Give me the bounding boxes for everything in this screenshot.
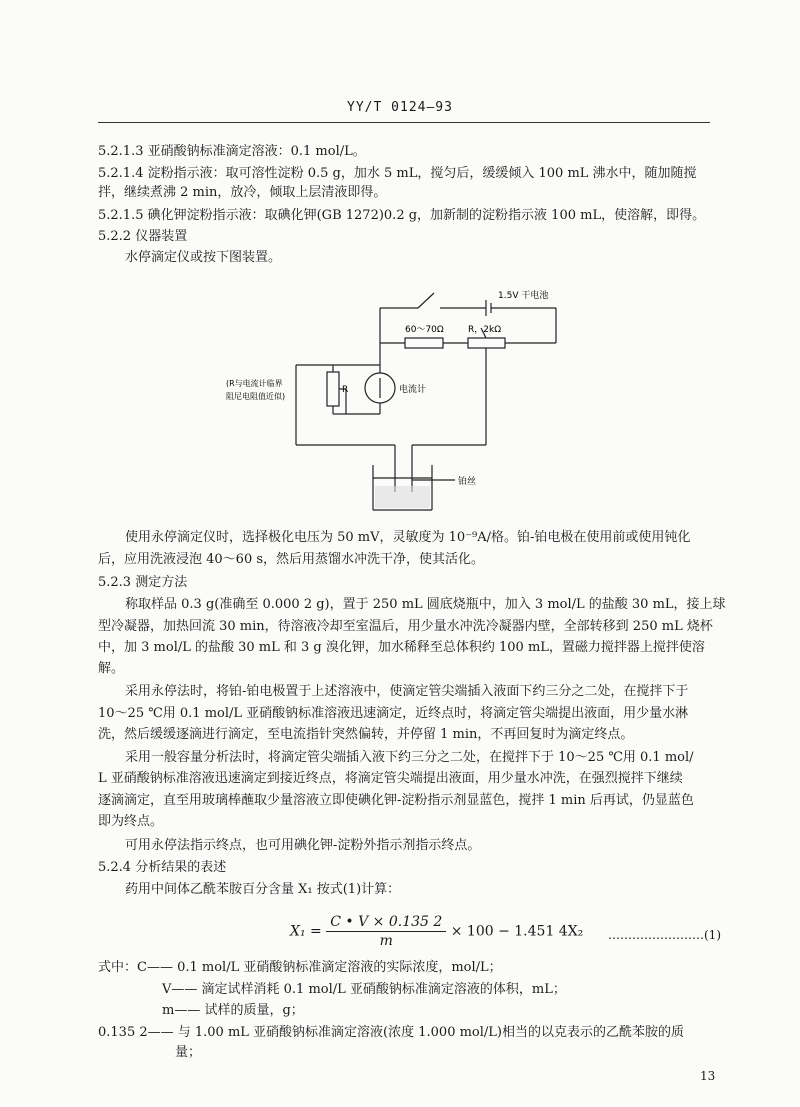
body-line: 药用中间体乙酰苯胺百分含量 X₁ 按式(1)计算： [125,882,401,897]
body-line: 洗，然后缓缓逐滴进行滴定，至电流指针突然偏转，并停留 1 min，不再回复时为滴定终点。 [98,727,634,742]
body-line: 使用永停滴定仪时，选择极化电压为 50 mV，灵敏度为 10⁻⁹A/格。铂-铂电极在使用前或使用钝化 [125,530,691,545]
equation-number: ……………………(1) [608,928,721,942]
where-line: V—— 滴定试样消耗 0.1 mol/L 亚硝酸钠标准滴定溶液的体积，mL； [162,982,566,997]
clause-5-2-1-3: 5.2.1.3 亚硝酸钠标准滴定溶液：0.1 mol/L。 [98,144,366,159]
formula-numerator: C • V × 0.135 2 [326,914,446,932]
note-line-2: 阻尼电阻值近似) [226,392,286,401]
clause-5-2-1-5: 5.2.1.5 碘化钾淀粉指示液：取碘化钾(GB 1272)0.2 g，加新制的淀粉指示液 100 mL，使溶解，即得。 [98,208,706,223]
section-5-2-3-heading: 5.2.3 测定方法 [98,575,188,590]
formula-1 [290,914,583,949]
body-line: 10～25 ℃用 0.1 mol/L 亚硝酸钠标准溶液迅速滴定，近终点时，将滴定管尖端提出液面，用少量水淋 [98,706,689,721]
body-line: 称取样品 0.3 g(准确至 0.000 2 g)，置于 250 mL 圆底烧瓶中，加入 3 mol/L 的盐酸 30 mL，接上球 [125,597,726,612]
standard-code-header: YY/T 0124—93 [347,100,453,115]
where-line: 量； [175,1045,202,1060]
formula-rest: × 100 − 1.451 4X₂ [450,923,584,940]
resistor-60-70-label: 60～70Ω [405,325,444,335]
page-number: 13 [700,1069,716,1083]
where-line: m—— 试样的质量，g； [162,1003,304,1018]
platinum-wire-label: 铂丝 [458,477,477,487]
formula-fraction [326,914,446,949]
body-line: 型冷凝器，加热回流 30 min，待溶液冷却至室温后，用少量水冲洗冷凝器内壁，全部转移到 250 mL 烧杯 [98,619,713,634]
note-line-1: (R与电流计临界 [226,379,283,388]
apparatus-intro: 水停滴定仪或按下图装置。 [125,250,282,265]
formula-denominator: m [379,933,393,949]
clause-5-2-1-4: 5.2.1.4 淀粉指示液：取可溶性淀粉 0.5 g，加水 5 mL，搅匀后，缓缓倾入 100 mL 沸水中，随加随搅 [98,166,697,181]
where-line: 0.135 2—— 与 1.00 mL 亚硝酸钠标准滴定溶液(浓度 1.000 mol/L)相当的以克表示的乙酰苯胺的质 [98,1025,685,1040]
body-line: 后，应用洗液浸泡 40～60 s，然后用蒸馏水冲洗干净，使其活化。 [98,552,485,567]
body-line: L 亚硝酸钠标准溶液迅速滴定到接近终点，将滴定管尖端提出液面，用少量水冲洗，在强烈搅拌下继续 [98,771,683,786]
body-line: 可用永停法指示终点，也可用碘化钾-淀粉外指示剂指示终点。 [125,838,481,853]
section-5-2-2-heading: 5.2.2 仪器装置 [98,229,188,244]
body-line: 即为终点。 [98,814,164,829]
body-line: 采用永停法时，将铂-铂电极置于上述溶液中，使滴定管尖端插入液面下约三分之二处，在搅拌下于 [125,684,689,699]
battery-label: 1.5V 干电池 [498,291,549,301]
galvanometer-label: 电流计 [399,385,427,395]
body-line: 采用一般容量分析法时，将滴定管尖端插入液下约三分之二处，在搅拌下于 10～25 ℃用 0.1 mol/ [125,750,694,765]
section-5-2-4-heading: 5.2.4 分析结果的表述 [98,860,227,875]
formula-lhs: X₁ = [290,923,322,940]
clause-5-2-1-4-cont: 拌，继续煮沸 2 min，放冷，倾取上层清液即得。 [98,185,387,200]
resistor-r2k-label: R，2kΩ [468,325,502,335]
body-line: 中，加 3 mol/L 的盐酸 30 mL 和 3 g 溴化钾，加水稀释至总体积约 100 mL，置磁力搅拌器上搅拌使溶 [98,640,705,655]
where-line: 式中：C—— 0.1 mol/L 亚硝酸钠标准滴定溶液的实际浓度，mol/L； [98,960,502,975]
body-line: 解。 [98,661,125,676]
rheostat-r-label: R [342,385,349,395]
body-line: 逐滴滴定，直至用玻璃棒蘸取少量溶液立即使碘化钾-淀粉指示剂显蓝色，搅拌 1 min 后再试，仍显蓝色 [98,793,694,808]
circuit-diagram [0,0,800,520]
